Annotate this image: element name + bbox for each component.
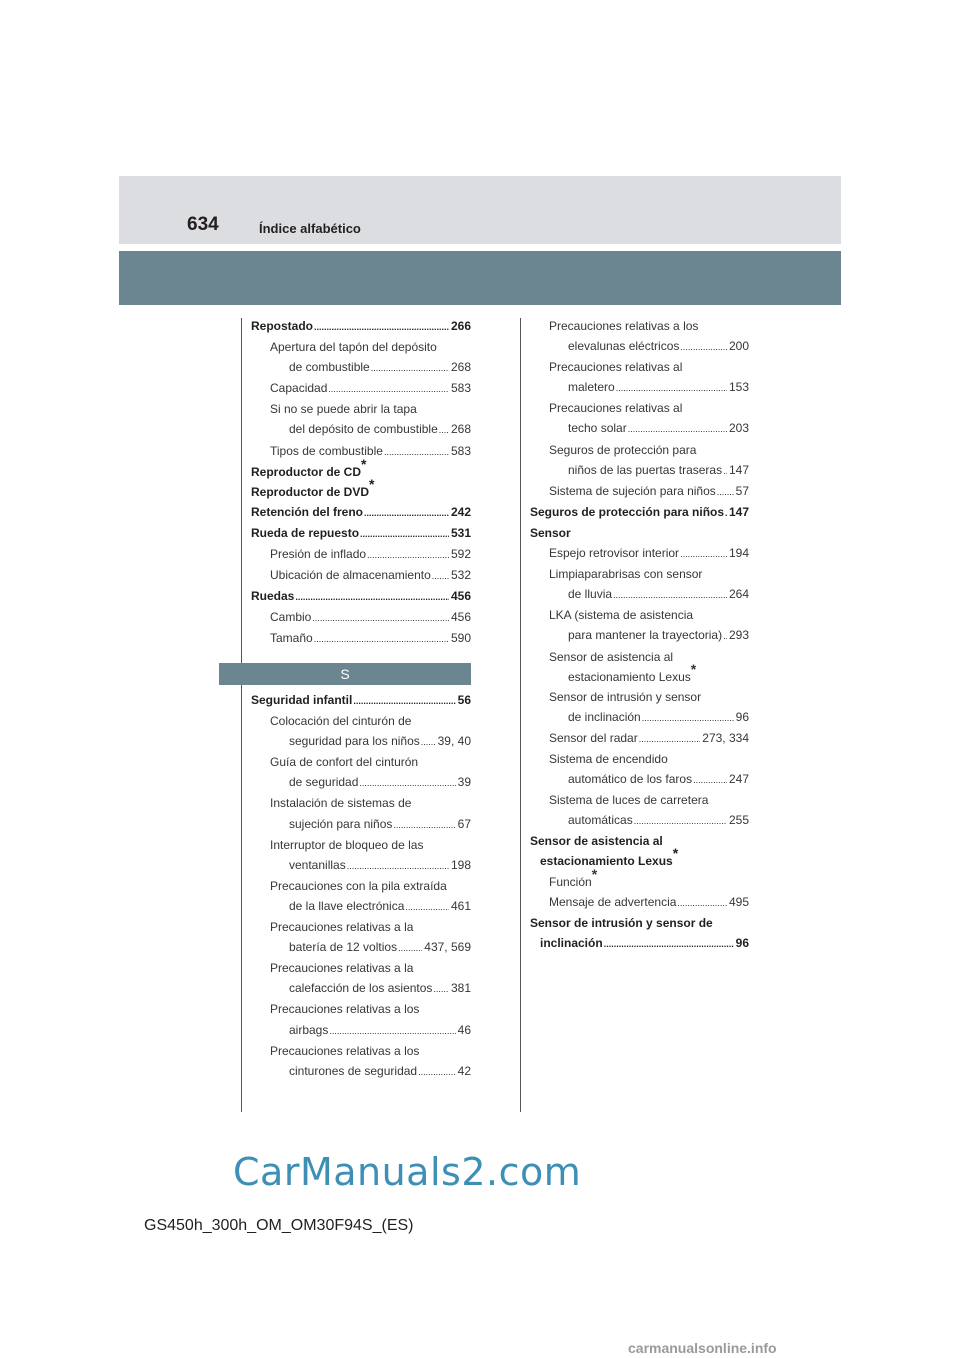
- index-entry-text: Precauciones relativas a la: [270, 920, 414, 935]
- dot-leader: [405, 897, 449, 917]
- index-entry-text: Repostado: [251, 319, 314, 333]
- index-entry-text: para mantener la trayectoria): [568, 628, 723, 643]
- index-entry-text: Función: [549, 874, 592, 889]
- index-entry-text: Sistema de sujeción para niños: [549, 483, 716, 498]
- index-entry: [530, 377, 749, 398]
- index-entry-text: Interruptor de bloqueo de las: [270, 837, 424, 852]
- index-entry: [530, 749, 749, 769]
- index-entry-text: Sensor de intrusión y sensor: [549, 689, 702, 704]
- index-entry-page: 203: [728, 421, 749, 436]
- index-entry: [251, 502, 471, 523]
- index-entry-text: automático de los faros: [568, 772, 693, 787]
- dot-leader: [418, 1062, 456, 1082]
- index-entry-text: Limpiaparabrisas con sensor: [549, 567, 703, 582]
- index-entry-page: 583: [450, 443, 471, 458]
- index-entry: [251, 419, 471, 440]
- index-entry: [251, 999, 471, 1019]
- index-entry: [530, 336, 749, 357]
- dot-leader: [642, 708, 734, 728]
- index-entry: [251, 357, 471, 378]
- index-entry: [530, 398, 749, 418]
- index-entry: [251, 978, 471, 999]
- index-entry: [251, 711, 471, 731]
- index-entry-page: 46: [457, 1022, 471, 1037]
- dot-leader: [723, 626, 727, 646]
- dot-leader: [359, 773, 455, 793]
- dot-leader: [398, 938, 422, 958]
- index-entry: [530, 707, 749, 728]
- index-entry-page: 266: [450, 319, 471, 333]
- index-entry: [251, 586, 471, 607]
- index-entry-page: 381: [450, 981, 471, 996]
- index-entry-page: 96: [735, 935, 749, 950]
- index-entry-text: Presión de inflado: [270, 547, 367, 562]
- index-entry-text: maletero: [568, 380, 615, 395]
- index-entry-text: automáticas: [568, 813, 633, 828]
- index-entry-text: Sensor de asistencia al: [530, 834, 663, 849]
- dot-leader: [717, 482, 734, 502]
- index-entry-text: Precauciones relativas al: [549, 360, 683, 375]
- index-entry-text: airbags: [289, 1022, 329, 1037]
- index-entry: [530, 660, 749, 687]
- index-entry-text: cinturones de seguridad: [289, 1063, 418, 1078]
- index-entry-page: 268: [450, 422, 471, 437]
- index-entry: [251, 523, 471, 544]
- asterisk-icon: *: [672, 845, 679, 862]
- index-entry-text: Guía de confort del cinturón: [270, 755, 419, 770]
- dot-leader: [347, 856, 449, 876]
- index-entry-text: Mensaje de advertencia: [549, 894, 677, 909]
- index-entry-text: Precauciones relativas a los: [549, 319, 699, 333]
- index-entry-text: de la llave electrónica: [289, 898, 405, 913]
- index-entry-text: techo solar: [568, 421, 627, 436]
- index-entry: [251, 316, 471, 337]
- index-entry-text: Sistema de luces de carretera: [549, 793, 709, 808]
- index-entry-text: Capacidad: [270, 381, 328, 396]
- index-entry-page: 268: [450, 360, 471, 375]
- index-entry: [530, 913, 749, 933]
- index-entry-page: 96: [735, 709, 749, 724]
- index-entry-text: elevalunas eléctricos: [568, 339, 680, 354]
- index-entry: [251, 1061, 471, 1082]
- index-entry: [530, 440, 749, 460]
- index-entry-page: 583: [450, 381, 471, 396]
- dot-leader: [604, 934, 734, 954]
- index-entry-text: Rueda de repuesto: [251, 525, 360, 540]
- index-entry-text: Si no se puede abrir la tapa: [270, 402, 417, 417]
- index-entry: [251, 835, 471, 855]
- dot-leader: [329, 1021, 455, 1041]
- index-entry-page: 293: [728, 628, 749, 643]
- section-color-band: [119, 251, 841, 305]
- index-entry-text: Sensor del radar: [549, 730, 638, 745]
- index-entry-text: niños de las puertas traseras: [568, 462, 723, 477]
- index-entry-page: 39: [457, 775, 471, 790]
- dot-leader: [680, 544, 727, 564]
- dot-leader: [723, 461, 727, 481]
- index-entry: [251, 628, 471, 649]
- dot-leader: [384, 442, 449, 462]
- page-number: 634: [187, 214, 219, 235]
- dot-leader: [613, 585, 727, 605]
- index-entry-text: ventanillas: [289, 857, 346, 872]
- index-entry-page: 147: [728, 504, 749, 519]
- index-entry: [530, 543, 749, 564]
- dot-leader: [421, 732, 436, 752]
- index-entry: [251, 544, 471, 565]
- index-entry-text: estacionamiento Lexus: [540, 854, 673, 869]
- dot-leader: [364, 503, 449, 523]
- index-entry: [251, 855, 471, 876]
- index-entry-page: 247: [728, 772, 749, 787]
- index-entry-text: Instalación de sistemas de: [270, 796, 412, 811]
- index-column-right: [530, 316, 749, 954]
- index-entry: [251, 876, 471, 896]
- index-entry: [530, 831, 749, 851]
- index-entry: [251, 337, 471, 357]
- index-entry: [251, 399, 471, 419]
- index-entry: [251, 917, 471, 937]
- index-entry-text: Sistema de encendido: [549, 751, 668, 766]
- index-entry: [530, 502, 749, 523]
- index-entry-text: Precauciones con la pila extraída: [270, 878, 447, 893]
- asterisk-icon: *: [361, 455, 367, 472]
- index-entry: [251, 772, 471, 793]
- index-entry: [530, 933, 749, 954]
- index-entry-text: Seguridad infantil: [251, 693, 353, 707]
- index-entry-page: 437, 569: [424, 940, 471, 955]
- index-entry-text: Espejo retrovisor interior: [549, 546, 680, 561]
- index-entry-page: 67: [457, 816, 471, 831]
- index-entry: [251, 607, 471, 628]
- index-entry-page: 531: [450, 525, 471, 540]
- index-entry: [251, 565, 471, 586]
- dot-leader: [616, 378, 727, 398]
- index-entry-page: 242: [450, 504, 471, 519]
- index-entry-text: del depósito de combustible: [289, 422, 438, 437]
- asterisk-icon: *: [369, 475, 375, 492]
- index-entry: [530, 584, 749, 605]
- index-entry-page: 495: [728, 894, 749, 909]
- dot-leader: [328, 379, 449, 399]
- index-entry: [530, 460, 749, 481]
- index-entry-page: 461: [450, 898, 471, 913]
- index-entry-text: LKA (sistema de asistencia: [549, 608, 694, 623]
- index-entry: [251, 1041, 471, 1061]
- index-entry-page: 592: [450, 547, 471, 562]
- index-entry: [251, 896, 471, 917]
- dot-leader: [295, 587, 449, 607]
- index-entry-page: 153: [728, 380, 749, 395]
- dot-leader: [393, 815, 455, 835]
- index-entry-text: de lluvia: [568, 587, 613, 602]
- index-entry-page: 198: [450, 857, 471, 872]
- index-entry-text: Precauciones relativas a los: [270, 1043, 420, 1058]
- dot-leader: [371, 358, 449, 378]
- dot-leader: [628, 419, 727, 439]
- index-column-left-bottom: [251, 690, 471, 1082]
- index-entry-text: inclinación: [540, 935, 603, 950]
- index-entry: [251, 814, 471, 835]
- index-entry-text: Sensor: [530, 525, 571, 540]
- index-entry-text: Precauciones relativas a la: [270, 961, 414, 976]
- index-entry: [251, 793, 471, 813]
- index-entry: [530, 523, 749, 543]
- dot-leader: [367, 545, 449, 565]
- index-entry-text: Precauciones relativas al: [549, 401, 683, 416]
- index-entry: [251, 937, 471, 958]
- index-entry-text: estacionamiento Lexus: [568, 669, 691, 684]
- dot-leader: [639, 729, 701, 749]
- dot-leader: [360, 524, 449, 544]
- index-entry: [530, 647, 749, 667]
- index-entry-text: de seguridad: [289, 775, 359, 790]
- dot-leader: [680, 337, 727, 357]
- index-entry-text: Ruedas: [251, 589, 295, 604]
- index-entry-text: Reproductor de DVD: [251, 484, 370, 499]
- index-entry-page: 532: [450, 568, 471, 583]
- dot-leader: [314, 629, 449, 649]
- index-entry: [530, 790, 749, 810]
- index-entry: [251, 475, 471, 502]
- dot-leader: [432, 566, 449, 586]
- index-entry: [530, 316, 749, 336]
- asterisk-icon: *: [591, 865, 598, 882]
- index-entry: [251, 690, 471, 711]
- asterisk-icon: *: [690, 660, 697, 677]
- index-entry: [530, 728, 749, 749]
- index-entry-page: 456: [450, 589, 471, 604]
- index-entry: [251, 1020, 471, 1041]
- index-entry: [251, 731, 471, 752]
- dot-leader: [312, 608, 449, 628]
- index-entry-text: Sensor de intrusión y sensor de: [530, 915, 713, 930]
- index-entry-page: 39, 40: [437, 734, 471, 749]
- index-entry: [530, 625, 749, 646]
- page-section-title: Índice alfabético: [259, 221, 361, 236]
- index-entry-page: 194: [728, 546, 749, 561]
- index-entry-page: 255: [728, 813, 749, 828]
- index-column-left-top: [251, 316, 471, 650]
- index-entry-text: batería de 12 voltios: [289, 940, 398, 955]
- index-entry: [251, 752, 471, 772]
- index-entry-page: 147: [728, 462, 749, 477]
- index-entry-text: Tipos de combustible: [270, 443, 383, 458]
- index-entry-page: 200: [728, 339, 749, 354]
- index-entry-text: Seguros de protección para: [549, 442, 697, 457]
- index-entry-page: 57: [735, 483, 749, 498]
- index-entry: [530, 605, 749, 625]
- dot-leader: [314, 317, 449, 337]
- index-entry-text: Retención del freno: [251, 504, 364, 519]
- index-entry-text: seguridad para los niños: [289, 734, 420, 749]
- index-entry: [530, 892, 749, 913]
- index-entry-text: Cambio: [270, 610, 312, 625]
- dot-leader: [634, 811, 727, 831]
- index-entry-text: Colocación del cinturón de: [270, 714, 412, 729]
- index-entry-page: 273, 334: [702, 730, 749, 745]
- index-entry: [530, 564, 749, 584]
- index-entry-text: Sensor de asistencia al: [549, 649, 674, 664]
- dot-leader: [677, 893, 727, 913]
- index-entry: [530, 845, 749, 871]
- index-entry-text: sujeción para niños: [289, 816, 393, 831]
- index-entry: [530, 810, 749, 831]
- manual-code: GS450h_300h_OM_OM30F94S_(ES): [144, 1217, 414, 1234]
- index-entry-text: de inclinación: [568, 709, 641, 724]
- index-entry: [251, 378, 471, 399]
- index-entry: [530, 769, 749, 790]
- index-entry: [530, 418, 749, 439]
- left-column-rule: [241, 318, 242, 1112]
- index-entry-text: de combustible: [289, 360, 370, 375]
- index-entry-page: 42: [457, 1063, 471, 1078]
- index-entry-page: 590: [450, 631, 471, 646]
- index-entry: [530, 481, 749, 502]
- index-entry-page: 456: [450, 610, 471, 625]
- dot-leader: [725, 503, 727, 523]
- dot-leader: [353, 691, 455, 711]
- dot-leader: [433, 979, 449, 999]
- index-entry: [251, 455, 471, 482]
- index-entry-text: Precauciones relativas a los: [270, 1002, 420, 1017]
- index-entry-page: 56: [457, 693, 471, 707]
- index-entry-text: Seguros de protección para niños: [530, 504, 725, 519]
- index-entry-text: Tamaño: [270, 631, 313, 646]
- carmanuals-watermark: CarManuals2.com: [233, 1150, 582, 1194]
- index-entry-page: 264: [728, 587, 749, 602]
- section-letter-bar: S: [219, 663, 471, 685]
- index-entry: [530, 687, 749, 707]
- index-entry-text: Reproductor de CD: [251, 464, 362, 479]
- header-band: [119, 176, 841, 244]
- index-entry-text: calefacción de los asientos: [289, 981, 433, 996]
- index-entry: [251, 958, 471, 978]
- right-column-rule: [520, 318, 521, 1112]
- dot-leader: [439, 420, 449, 440]
- index-entry: [530, 357, 749, 377]
- index-entry: [530, 865, 749, 892]
- bottom-watermark: carmanualsonline.info: [628, 1340, 777, 1356]
- index-entry-text: Ubicación de almacenamiento: [270, 568, 431, 583]
- dot-leader: [693, 770, 727, 790]
- index-entry-text: Apertura del tapón del depósito: [270, 340, 437, 355]
